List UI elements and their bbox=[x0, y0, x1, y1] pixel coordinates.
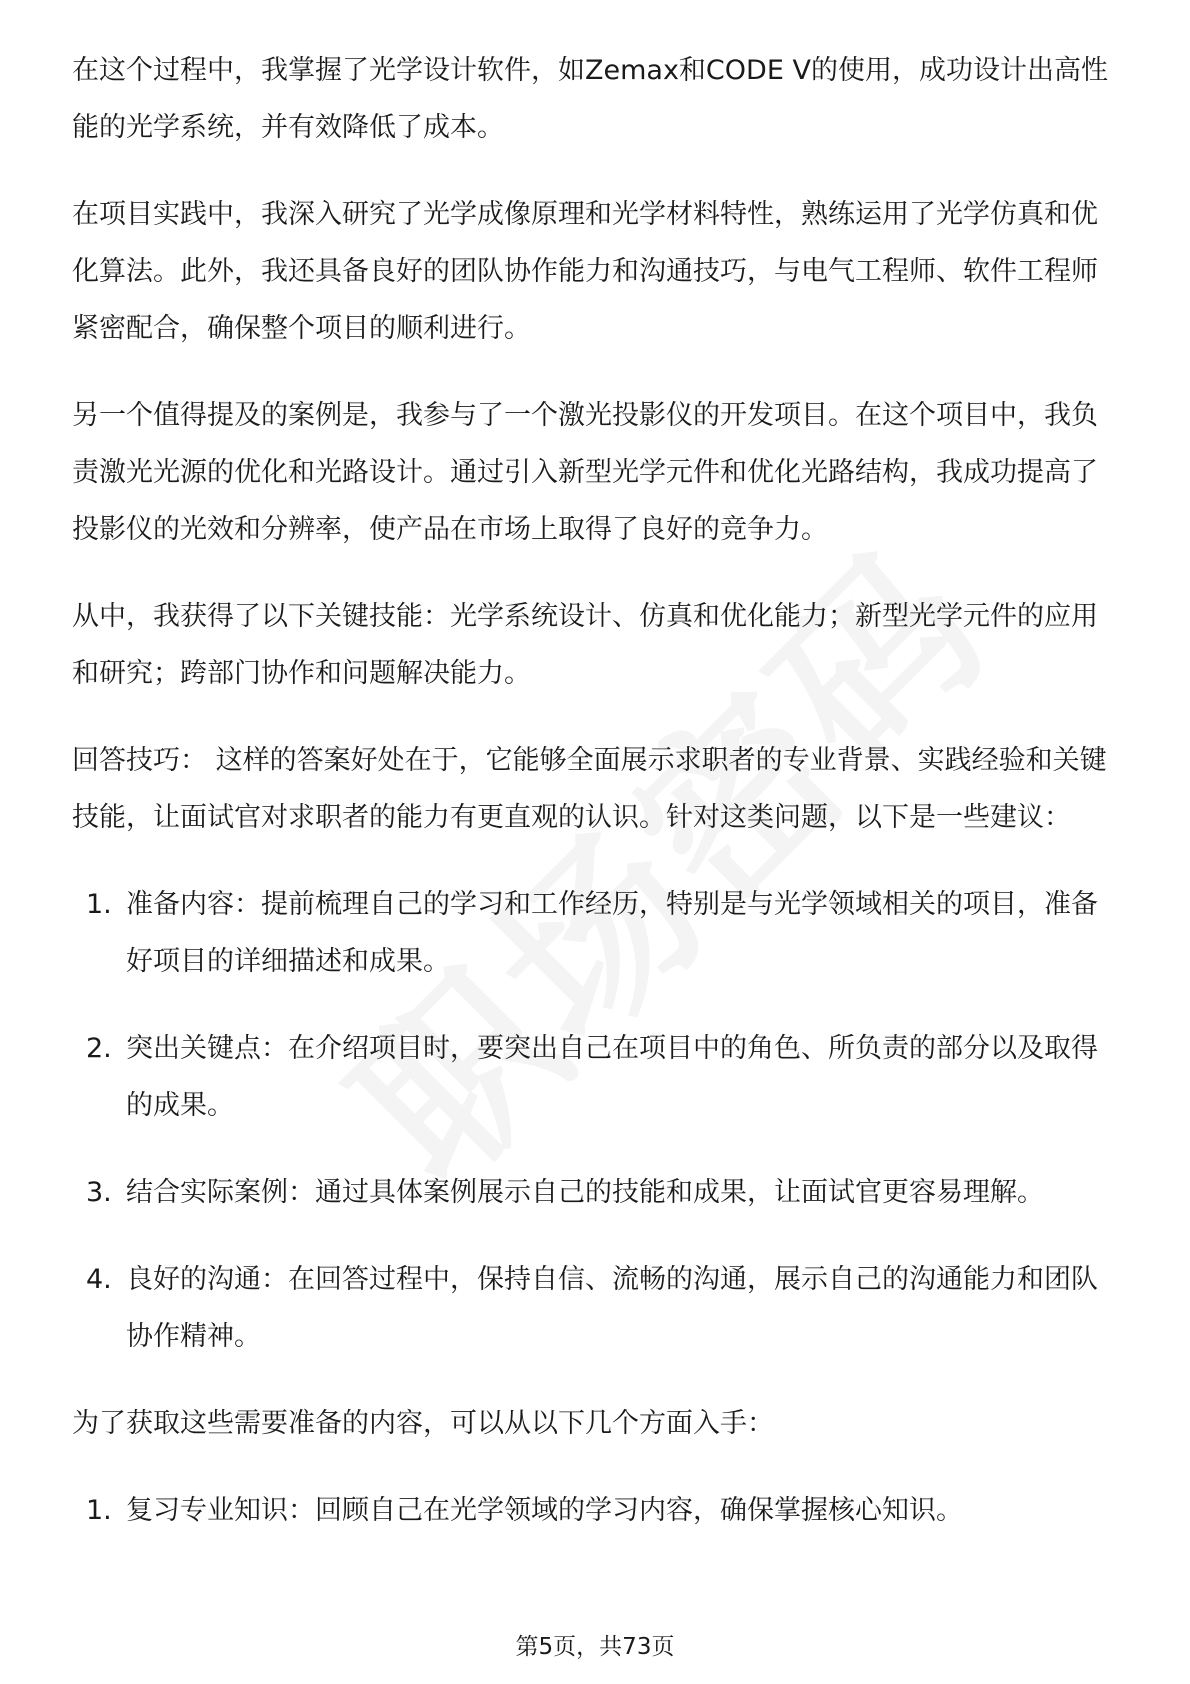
paragraph: 在项目实践中，我深入研究了光学成像原理和光学材料特性，熟练运用了光学仿真和优化算法。此外，我还具备良好的团队协作能力和沟通技巧，与电气工程师、软件工程师紧密配合，确保整个项目的顺利进行。 bbox=[72, 199, 1098, 344]
list-item bbox=[72, 1164, 1122, 1221]
list-item-text: 准备内容：提前梳理自己的学习和工作经历，特别是与光学领域相关的项目，准备好项目的详细描述和成果。 bbox=[126, 889, 1098, 977]
paragraph: 在这个过程中，我掌握了光学设计软件，如Zemax和CODE V的使用，成功设计出高性能的光学系统，并有效降低了成本。 bbox=[72, 55, 1108, 143]
prep-list bbox=[72, 1482, 1122, 1539]
tips-list bbox=[72, 876, 1122, 1365]
list-item bbox=[72, 876, 1122, 990]
document-body bbox=[72, 42, 1122, 1569]
list-number: 1. bbox=[86, 889, 112, 920]
list-number: 1. bbox=[86, 1495, 112, 1526]
list-item bbox=[72, 1251, 1122, 1365]
list-number: 4. bbox=[86, 1264, 112, 1295]
paragraph: 另一个值得提及的案例是，我参与了一个激光投影仪的开发项目。在这个项目中，我负责激光光源的优化和光路设计。通过引入新型光学元件和优化光路结构，我成功提高了投影仪的光效和分辨率，使产品在市场上取得了良好的竞争力。 bbox=[72, 400, 1098, 545]
paragraph: 回答技巧： 这样的答案好处在于，它能够全面展示求职者的专业背景、实践经验和关键技能，让面试官对求职者的能力有更直观的认识。针对这类问题，以下是一些建议： bbox=[72, 745, 1107, 833]
page-number-footer: 第5页，共73页 bbox=[515, 1634, 675, 1660]
paragraph: 为了获取这些需要准备的内容，可以从以下几个方面入手： bbox=[72, 1408, 774, 1439]
list-item-text: 复习专业知识：回顾自己在光学领域的学习内容，确保掌握核心知识。 bbox=[126, 1495, 963, 1526]
list-number: 3. bbox=[86, 1177, 112, 1208]
list-number: 2. bbox=[86, 1033, 112, 1064]
list-item-text: 良好的沟通：在回答过程中，保持自信、流畅的沟通，展示自己的沟通能力和团队协作精神。 bbox=[126, 1264, 1098, 1352]
list-item-text: 突出关键点：在介绍项目时，要突出自己在项目中的角色、所负责的部分以及取得的成果。 bbox=[126, 1033, 1098, 1121]
paragraph: 从中，我获得了以下关键技能：光学系统设计、仿真和优化能力；新型光学元件的应用和研究；跨部门协作和问题解决能力。 bbox=[72, 601, 1098, 689]
list-item bbox=[72, 1020, 1122, 1134]
list-item bbox=[72, 1482, 1122, 1539]
list-item-text: 结合实际案例：通过具体案例展示自己的技能和成果，让面试官更容易理解。 bbox=[126, 1177, 1044, 1208]
